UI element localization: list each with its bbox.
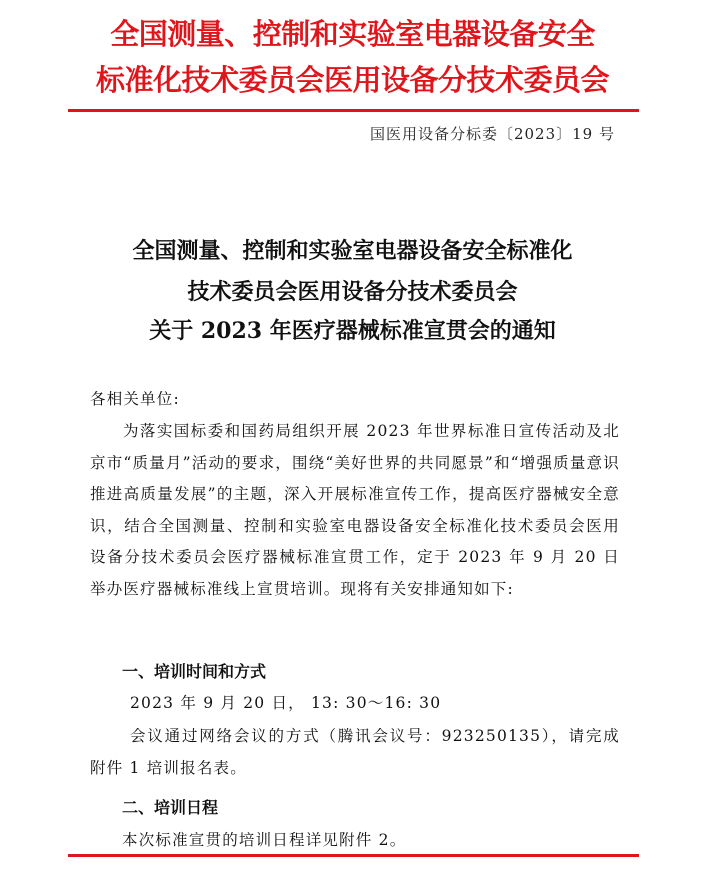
notice-title-line-3: 关于 2023 年医疗器械标准宣贯会的通知: [149, 318, 556, 344]
header-org-line-1: 全国测量、控制和实验室电器设备安全: [110, 17, 595, 51]
notice-title-line-1: 全国测量、控制和实验室电器设备安全标准化: [132, 238, 573, 264]
notice-title-line-2: 技术委员会医用设备分技术委员会: [187, 279, 518, 305]
header-red-divider: [68, 109, 639, 112]
intro-paragraph: 为落实国标委和国药局组织开展 2023 年世界标准日宣传活动及北京市“质量月”活动的要求，围绕“美好世界的共同愿景”和“增强质量意识 推进高质量发展”的主题，深入开展标准宣传工作，提高医疗器械安全意识，结合全国测量、控制和实验室电器设备安全标准化技术委员会医用设备分技术委员会医疗器械标准宣贯工作，定于 2023 年 9 月 20 日举办医疗器械标准线上宣贯培训。现将有关安排通知如下:: [90, 422, 620, 598]
training-schedule-text: 本次标准宣贯的培训日程详见附件 2。: [122, 831, 407, 849]
section-1-heading: 一、培训时间和方式: [122, 662, 267, 681]
footer-red-divider: [68, 854, 639, 857]
document-number: 国医用设备分标委〔2023〕19 号: [369, 125, 615, 143]
training-time: 2023 年 9 月 20 日， 13: 30～16: 30: [130, 694, 442, 712]
salutation: 各相关单位:: [90, 390, 180, 408]
training-method-paragraph: 会议通过网络会议的方式（腾讯会议号：923250135），请完成附件 1 培训报名表。: [90, 727, 620, 777]
header-org-line-2: 标准化技术委员会医用设备分技术委员会: [95, 63, 609, 97]
section-2-heading: 二、培训日程: [122, 798, 219, 817]
